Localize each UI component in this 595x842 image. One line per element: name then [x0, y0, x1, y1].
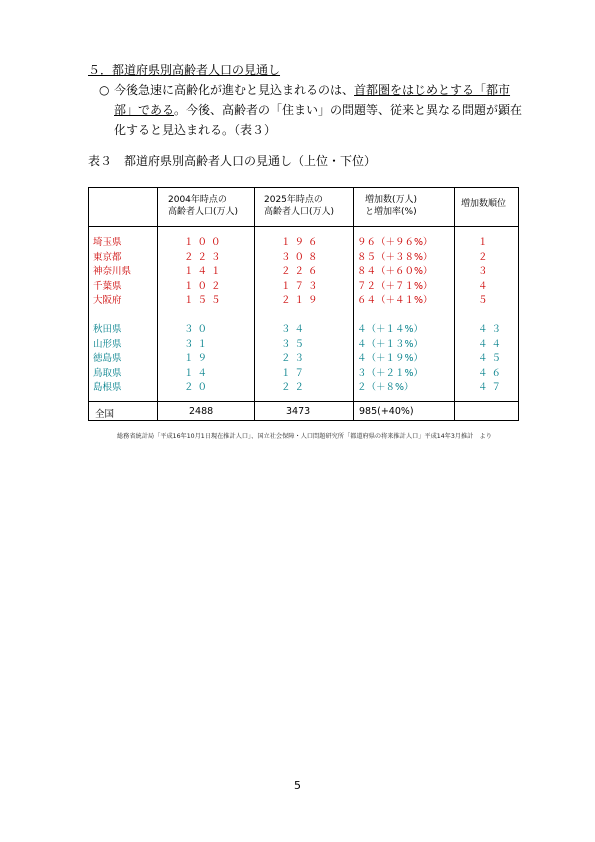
bullet-mark: ○	[99, 83, 110, 97]
value-2025-cell: ２１９	[281, 295, 322, 306]
header-rank: 増加数順位	[461, 199, 507, 209]
value-2025-cell: ２３	[281, 353, 309, 364]
bullet-text-underlined: 首都圏をはじめとする「都市部」である	[114, 83, 511, 117]
rank-cell: ３	[478, 266, 492, 277]
rank-cell: ４５	[478, 353, 506, 364]
value-2025-cell: １９６	[281, 237, 322, 248]
bullet-text-part1: 今後急速に高齢化が進むと見込まれるのは、	[114, 83, 355, 97]
pref-cell: 千葉県	[93, 280, 122, 292]
pref-cell: 大阪府	[93, 295, 122, 306]
header-2004: 2004年時点の 高齢者人口(万人)	[168, 195, 239, 217]
value-2004-cell: １９	[184, 353, 212, 364]
increase-cell: ９６（＋９６%）	[357, 237, 433, 248]
increase-cell: ４（＋１９%）	[357, 353, 424, 364]
value-2004-cell: １０２	[184, 280, 225, 292]
increase-cell: ３（＋２１%）	[357, 367, 424, 379]
value-2025-cell: ３５	[281, 338, 309, 350]
value-2025-cell: ３４	[281, 324, 309, 335]
total-2004: 2488	[189, 406, 214, 417]
total-2025: 3473	[286, 406, 311, 417]
header-increase: 増加数(万人) と増加率(%)	[365, 195, 418, 217]
rank-cell: ４６	[478, 367, 506, 379]
total-increase: 985(+40%)	[359, 406, 414, 417]
increase-cell: ７２（＋７１%）	[357, 280, 433, 292]
increase-cell: ６４（＋４１%）	[357, 295, 433, 306]
rank-cell: ５	[478, 295, 492, 306]
rank-cell: ４７	[478, 382, 506, 393]
value-2025-cell: ３０８	[281, 251, 322, 263]
total-label: 全国	[95, 409, 115, 420]
pref-cell: 山形県	[93, 338, 122, 350]
pref-cell: 東京都	[93, 251, 122, 263]
pref-cell: 秋田県	[93, 324, 122, 335]
pref-cell: 島根県	[93, 382, 122, 393]
increase-cell: ２（＋８%）	[357, 382, 414, 393]
table-caption: 表３ 都道府県別高齢者人口の見通し（上位・下位）	[88, 154, 377, 168]
value-2004-cell: １５５	[184, 295, 225, 306]
pref-cell: 徳島県	[93, 353, 122, 364]
value-2025-cell: ２２６	[281, 266, 322, 277]
value-2004-cell: １００	[184, 237, 225, 248]
pref-cell: 鳥取県	[93, 367, 122, 379]
value-2025-cell: １７	[281, 367, 309, 379]
rank-cell: ４４	[478, 338, 506, 350]
value-2004-cell: １４１	[184, 266, 225, 277]
pref-cell: 神奈川県	[93, 266, 132, 277]
value-2004-cell: ３０	[184, 324, 212, 335]
pref-cell: 埼玉県	[93, 237, 122, 248]
source-note: 総務省統計局「平成16年10月1日現在推計人口」、国立社会保障・人口問題研究所「都道府県の将来推計人口」平成14年3月推計 より	[117, 433, 492, 440]
rank-cell: １	[478, 237, 492, 248]
rank-cell: ４	[478, 280, 492, 292]
rank-cell: ２	[478, 251, 492, 263]
value-2004-cell: ３１	[184, 338, 212, 350]
increase-cell: ４（＋１４%）	[357, 324, 424, 335]
page-number: 5	[294, 779, 301, 792]
increase-cell: ４（＋１３%）	[357, 338, 424, 350]
rank-cell: ４３	[478, 324, 506, 335]
section-heading: ５．都道府県別高齢者人口の見通し	[88, 63, 281, 77]
value-2025-cell: ２２	[281, 382, 309, 393]
header-2025: 2025年時点の 高齢者人口(万人)	[264, 195, 335, 217]
value-2025-cell: １７３	[281, 280, 322, 292]
value-2004-cell: ２０	[184, 382, 212, 393]
bullet-text	[114, 80, 526, 140]
bullet-text-part3: 。今後、高齢者の「住まい」の問題等、従来と異なる問題が顕在化すると見込まれる。（表３）	[114, 103, 523, 137]
increase-cell: ８４（＋６０%）	[357, 266, 433, 277]
prefecture-table	[88, 187, 519, 421]
increase-cell: ８５（＋３８%）	[357, 251, 433, 263]
value-2004-cell: ２２３	[184, 251, 225, 263]
value-2004-cell: １４	[184, 367, 212, 379]
